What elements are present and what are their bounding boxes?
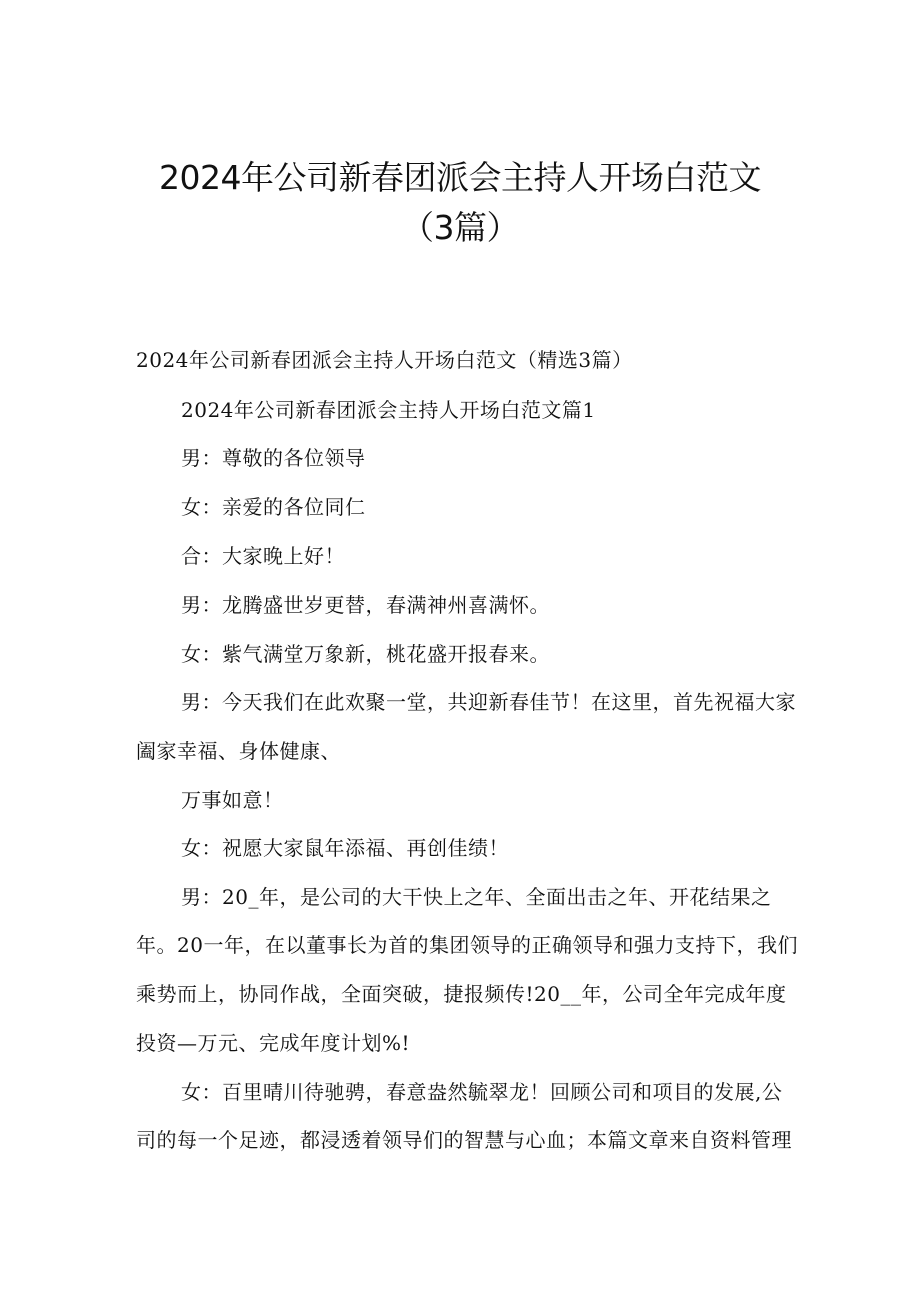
section-heading: 2024年公司新春团派会主持人开场白范文篇1 — [181, 398, 596, 422]
body-line: 女：祝愿大家鼠年添福、再创佳绩！ — [181, 836, 509, 860]
body-line: 阖家幸福、身体健康、 — [136, 739, 341, 763]
body-line: 年。20一年，在以董事长为首的集团领导的正确领导和强力支持下，我们 — [136, 933, 798, 957]
body-line: 女：亲爱的各位同仁 — [181, 495, 366, 519]
body-line: 乘势而上，协同作战，全面突破，捷报频传!20__年，公司全年完成年度 — [136, 982, 787, 1006]
document-title-line-2: （3篇） — [401, 208, 519, 247]
body-line: 万事如意！ — [181, 788, 284, 812]
body-line: 司的每一个足迹，都浸透着领导们的智慧与心血；本篇文章来自资料管理 — [136, 1128, 792, 1152]
subtitle-line: 2024年公司新春团派会主持人开场白范文（精选3篇） — [136, 348, 633, 372]
body-line: 男：20_年，是公司的大干快上之年、全面出击之年、开花结果之 — [181, 885, 772, 909]
body-line: 女：紫气满堂万象新，桃花盛开报春来。 — [181, 642, 550, 666]
body-line: 男：今天我们在此欢聚一堂，共迎新春佳节！在这里，首先祝福大家 — [181, 690, 796, 714]
body-line: 女：百里晴川待驰骋，春意盎然毓翠龙！回顾公司和项目的发展,公 — [181, 1080, 783, 1104]
body-line: 合：大家晚上好！ — [181, 544, 345, 568]
document-title-line-1: 2024年公司新春团派会主持人开场白范文 — [159, 158, 761, 197]
body-line: 男：尊敬的各位领导 — [181, 446, 366, 470]
body-line: 投资—万元、完成年度计划%! — [136, 1031, 411, 1055]
body-line: 男：龙腾盛世岁更替，春满神州喜满怀。 — [181, 593, 550, 617]
